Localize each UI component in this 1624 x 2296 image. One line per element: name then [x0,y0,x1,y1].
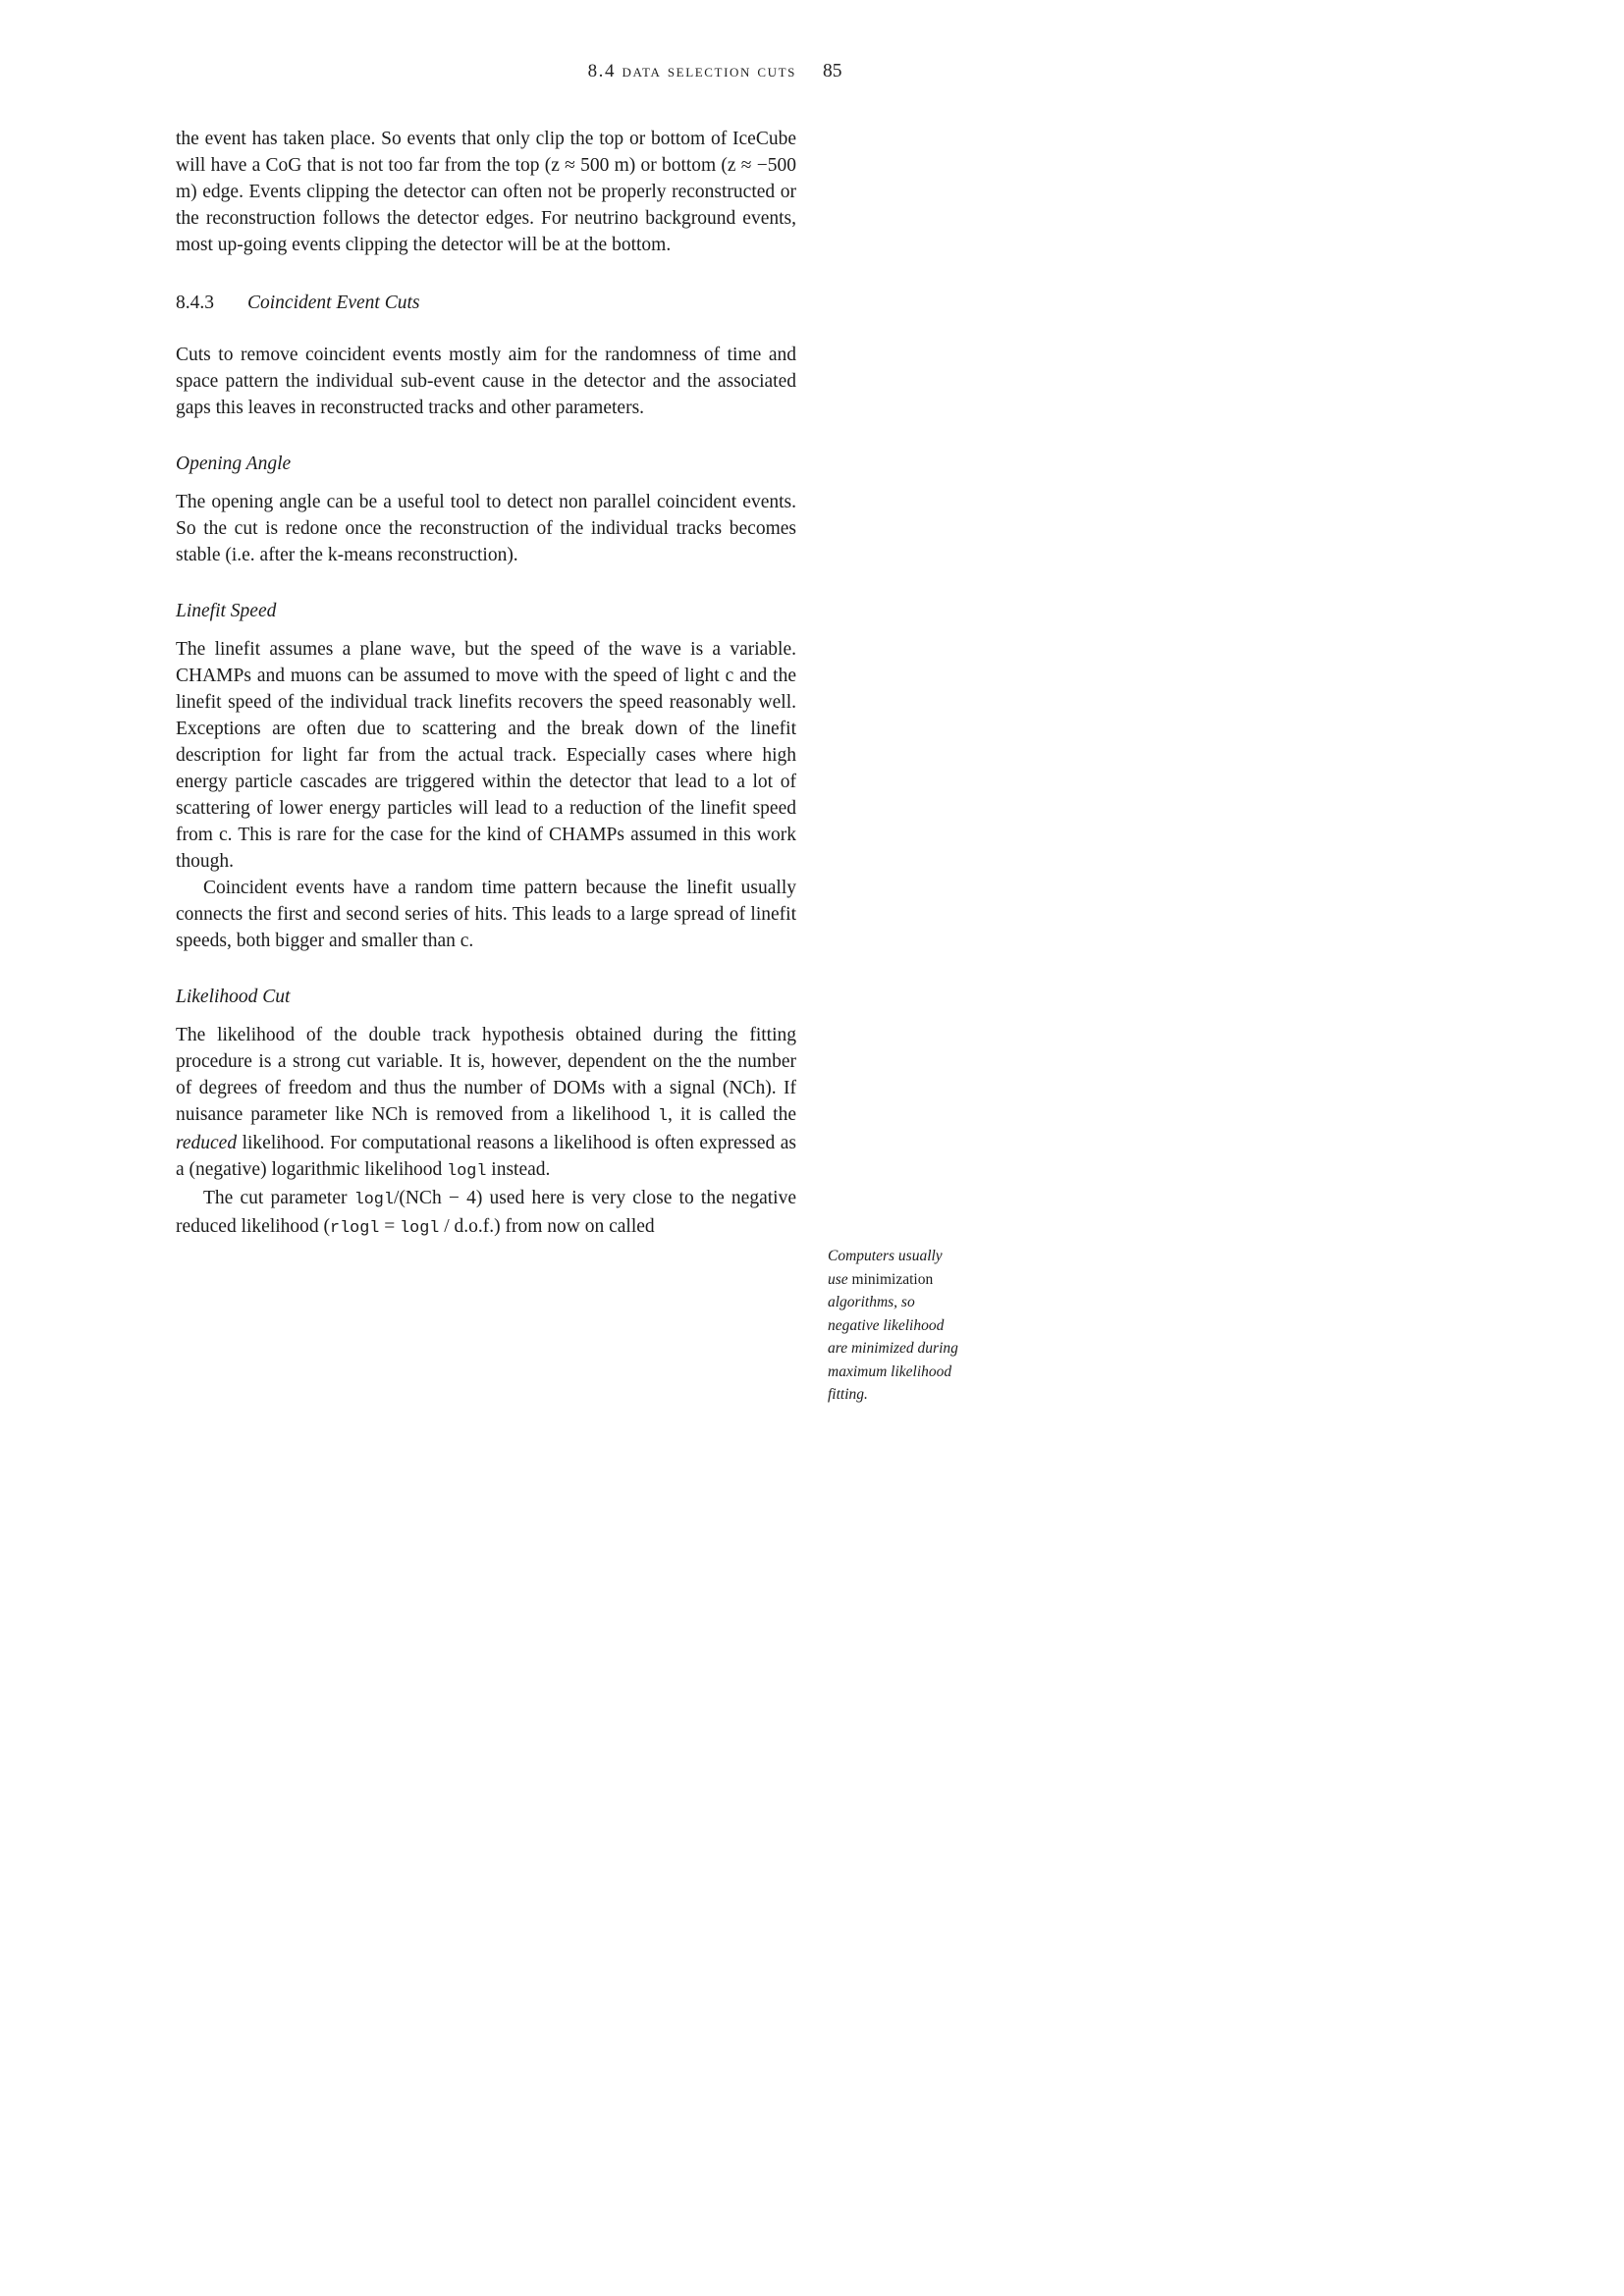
text-run: instead. [486,1159,551,1180]
code-inline-logl: logl [447,1162,487,1181]
code-inline-logl: logl [353,1191,394,1209]
heading-likelihood-cut: Likelihood Cut [176,987,291,1007]
text-run: /(NCh − 4) used here is very close to the negative reduced likelihood ( [176,1188,796,1237]
heading-linefit-speed: Linefit Speed [176,601,277,621]
running-header [176,61,796,82]
heading-opening-angle: Opening Angle [176,454,292,474]
text-run: , it is called the [668,1104,797,1125]
text-block [176,126,796,1242]
margin-note-text: minimization [851,1270,934,1288]
margin-note-text: Computers usually use [828,1248,943,1288]
margin-note-text: algorithms, so negative likelihood are minimized during maximum likelihood fitting. [828,1294,958,1403]
paragraph-linefit-speed-1: The linefit assumes a plane wave, but the speed of the wave is a variable. CHAMPs and muons can be assumed to move with the speed of light c and the linefit speed of the individual track linefits recovers the speed reasonably well. Exceptions are often due to scattering and the break down of the linefit description for light far from the actual track. Especially cases where high energy particle cascades are triggered within the detector that lead to a lot of scattering of lower energy particles will lead to a reduction of the linefit speed from c. This is rare for the case for the kind of CHAMPs assumed in this work though. [176,639,796,872]
paragraph-likelihood-1 [176,1022,796,1185]
paragraph-coincident-cuts: Cuts to remove coincident events mostly aim for the randomness of time and space pattern the individual sub-event cause in the detector and the associated gaps this leaves in reconstructed tracks and other parameters. [176,345,796,418]
paragraph-linefit-speed-2: Coincident events have a random time pattern because the linefit usually connects the first and second series of hits. This leads to a large spread of linefit speeds, both bigger and smaller than c. [176,878,796,951]
text-run: The cut parameter [203,1188,354,1208]
paragraph-opening-angle: The opening angle can be a useful tool to detect non parallel coincident events. So the cut is redone once the reconstruction of the individual tracks becomes stable (i.e. after the k-means reconstruction). [176,492,796,565]
text-run: / d.o.f.) from now on called [439,1216,655,1237]
page-number: 85 [823,61,842,81]
code-inline-l: l [657,1107,668,1126]
subsection-number: 8.4.3 [176,293,214,313]
paragraph-likelihood-2 [176,1185,796,1242]
text-run: The likelihood of the double track hypothesis obtained during the fitting procedure is a strong cut variable. It is, however, dependent on the the number of degrees of freedom and thus the number of DOMs with a signal (NCh). If nuisance parameter like NCh is removed from a likelihood [176,1025,796,1125]
running-header-title: 8.4 data selection cuts [587,61,796,81]
margin-note [828,1245,965,1407]
subsection-heading [176,290,796,316]
emphasis-reduced: reduced [176,1133,238,1153]
code-inline-rlogl: rlogl [330,1219,380,1238]
text-run: = [379,1216,401,1237]
paragraph-intro: the event has taken place. So events that only clip the top or bottom of IceCube will have a CoG that is not too far from the top (z ≈ 500 m) or bottom (z ≈ −500 m) edge. Events clipping the detector can often not be properly reconstructed or the reconstruction follows the detector edges. For neutrino background events, most up-going events clipping the detector will be at the bottom. [176,129,796,255]
subsection-title: Coincident Event Cuts [247,293,420,313]
text-run: likelihood. For computational reasons a likelihood is often expressed as a (negative) logarithmic likelihood [176,1133,796,1180]
code-inline-logl: logl [400,1219,440,1238]
